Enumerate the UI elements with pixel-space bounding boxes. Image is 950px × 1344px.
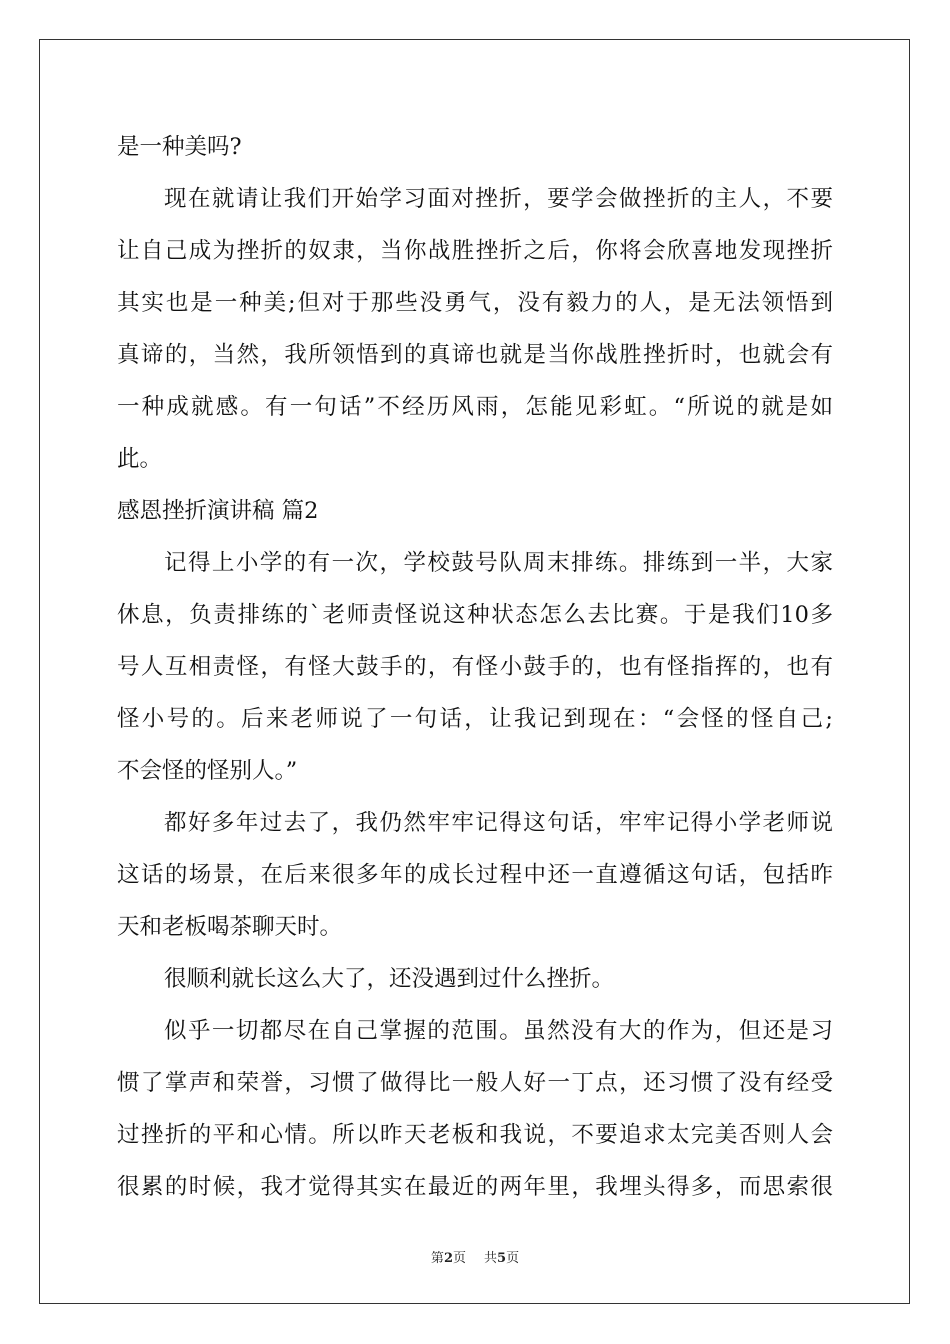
page-prefix: 第 (430, 1251, 444, 1266)
text-line: 怪小号的。后来老师说了一句话，让我记到现在：“会怪的怪自己; (117, 706, 833, 732)
text-line: 惯了掌声和荣誉，习惯了做得比一般人好一丁点，还习惯了没有经受 (117, 1070, 833, 1096)
text-line: 很累的时候，我才觉得其实在最近的两年里，我埋头得多，而思索很 (117, 1174, 833, 1200)
total-suffix: 页 (506, 1251, 520, 1266)
document-body (117, 121, 833, 1213)
text-line: 似乎一切都尽在自己掌握的范围。虽然没有大的作为，但还是习 (164, 1018, 833, 1044)
text-line: 过挫折的平和心情。所以昨天老板和我说，不要追求太完美否则人会 (117, 1122, 833, 1148)
text-line: 休息，负责排练的`老师责怪说这种状态怎么去比赛。于是我们10多 (117, 602, 833, 628)
text-line: 其实也是一种美;但对于那些没勇气，没有毅力的人，是无法领悟到 (117, 290, 833, 316)
text-line: 这话的场景，在后来很多年的成长过程中还一直遵循这句话，包括昨 (117, 862, 833, 888)
page-footer (0, 1247, 950, 1266)
text-line: 让自己成为挫折的奴隶，当你战胜挫折之后，你将会欣喜地发现挫折 (117, 238, 833, 264)
text-line: 真谛的，当然，我所领悟到的真谛也就是当你战胜挫折时，也就会有 (117, 342, 833, 368)
total-prefix: 共 (484, 1251, 498, 1266)
text-line: 记得上小学的有一次，学校鼓号队周末排练。排练到一半，大家 (164, 550, 833, 576)
section-heading: 感恩挫折演讲稿 篇2 (117, 498, 319, 524)
text-line: 很顺利就长这么大了，还没遇到过什么挫折。 (164, 966, 615, 992)
text-line: 天和老板喝茶聊天时。 (117, 914, 343, 940)
text-line: 号人互相责怪，有怪大鼓手的，有怪小鼓手的，也有怪指挥的，也有 (117, 654, 833, 680)
text-line: 一种成就感。有一句话”不经历风雨，怎能见彩虹。“所说的就是如 (117, 394, 833, 420)
text-line: 是一种美吗? (117, 134, 242, 160)
page-current: 2 (443, 1251, 453, 1266)
text-line: 不会怪的怪别人。” (117, 758, 298, 784)
text-line: 现在就请让我们开始学习面对挫折，要学会做挫折的主人，不要 (164, 186, 833, 212)
text-line: 都好多年过去了，我仍然牢牢记得这句话，牢牢记得小学老师说 (164, 810, 833, 836)
page-suffix: 页 (452, 1251, 466, 1266)
page-total: 5 (497, 1251, 507, 1266)
text-line: 此。 (117, 446, 163, 472)
